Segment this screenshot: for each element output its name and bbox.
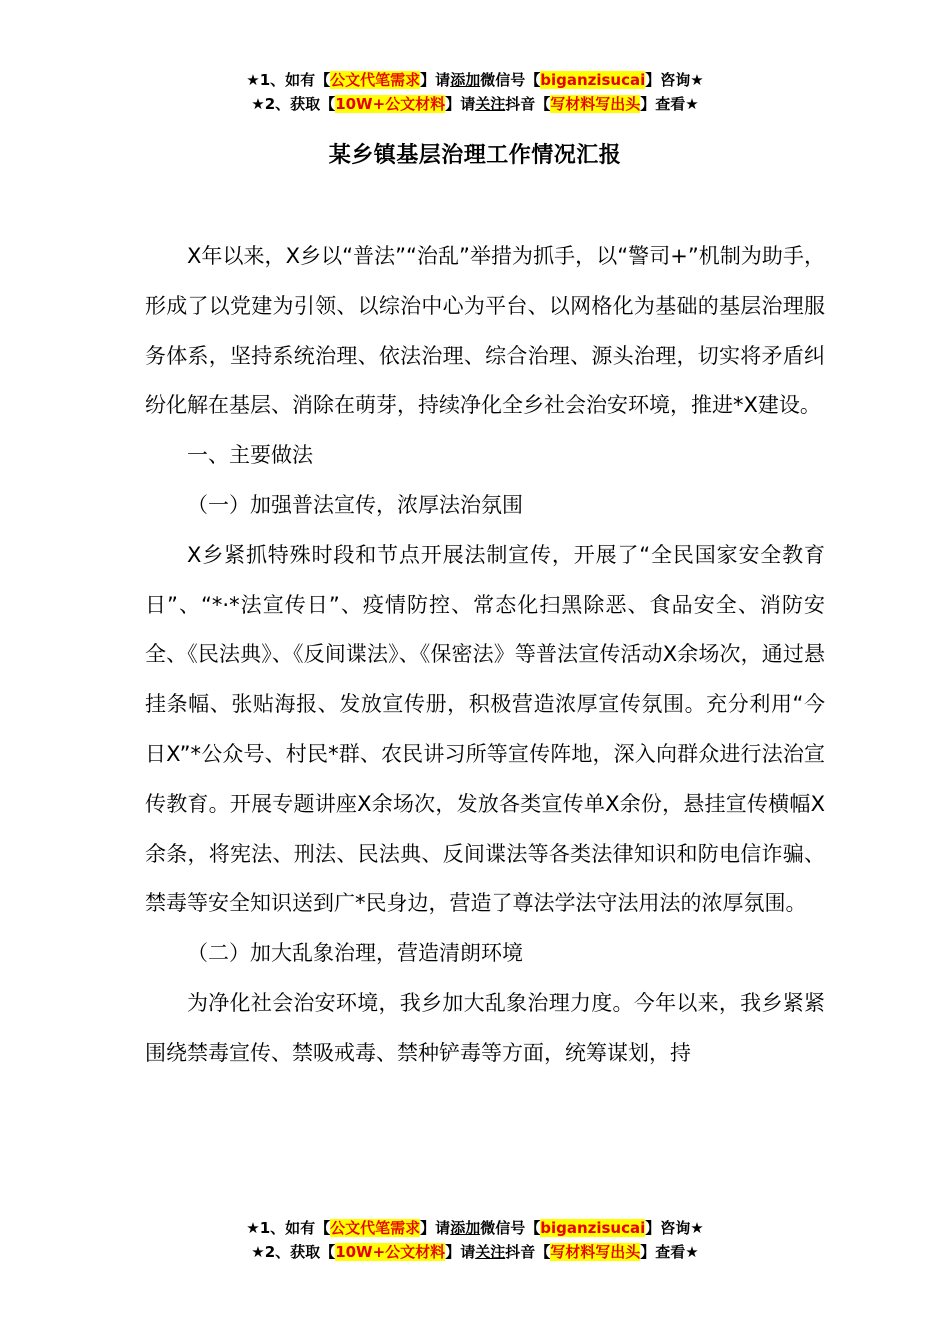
subsection-heading: （二）加大乱象治理，营造清朗环境 xyxy=(187,941,523,966)
section-heading: 一、主要做法 xyxy=(187,443,313,468)
banner-text: 】请 xyxy=(445,1243,476,1261)
header-banner xyxy=(0,68,950,116)
banner-text: 微信号【 xyxy=(480,1219,541,1237)
highlight-wechat-id: biganzisucai xyxy=(540,71,646,89)
banner-text: ★2、获取【 xyxy=(251,1243,336,1261)
highlight-wechat-id: biganzisucai xyxy=(540,1219,646,1237)
banner-line-1 xyxy=(0,68,950,92)
highlight-service: 公文代笔需求 xyxy=(330,1219,421,1237)
banner-text: 抖音【 xyxy=(505,1243,551,1261)
footer-banner xyxy=(0,1216,950,1264)
banner-text: 】请 xyxy=(420,1219,451,1237)
body-paragraph: 为净化社会治安环境，我乡加大乱象治理力度。今年以来，我乡紧紧围绕禁毒宣传、禁吸戒毒、禁种铲毒等方面，统筹谋划，持 xyxy=(145,990,825,1065)
underlined-text: 关注 xyxy=(475,95,506,113)
banner-text: ★1、如有【 xyxy=(246,1219,331,1237)
highlight-materials: 10W+公文材料 xyxy=(335,1243,446,1261)
banner-text: 】请 xyxy=(420,71,451,89)
highlight-douyin: 写材料写出头 xyxy=(550,1243,641,1261)
banner-line-2 xyxy=(0,1240,950,1264)
highlight-service: 公文代笔需求 xyxy=(330,71,421,89)
underlined-text: 关注 xyxy=(475,1243,506,1261)
banner-text: 】咨询★ xyxy=(645,71,704,89)
body-paragraph: X乡紧抓特殊时段和节点开展法制宣传，开展了“全民国家安全教育日”、“*·*法宣传日”、疫情防控、常态化扫黑除恶、食品安全、消防安全、《民法典》、《反间谍法》、《保密法》等普法宣传活动X余场次，通过悬挂条幅、张贴海报、发放宣传册，积极营造浓厚宣传氛围。充分利用“今日X”*公众号、村民*群、农民讲习所等宣传阵地，深入向群众进行法治宣传教育。开展专题讲座X余场次，发放各类宣传单X余份，悬挂宣传横幅X余条，将宪法、刑法、民法典、反间谍法等各类法律知识和防电信诈骗、禁毒等安全知识送到广*民身边，营造了尊法学法守法用法的浓厚氛围。 xyxy=(145,542,825,916)
banner-text: ★1、如有【 xyxy=(246,71,331,89)
underlined-text: 添加 xyxy=(450,71,481,89)
banner-text: 】查看★ xyxy=(640,1243,699,1261)
banner-line-2 xyxy=(0,92,950,116)
underlined-text: 添加 xyxy=(450,1219,481,1237)
banner-text: 微信号【 xyxy=(480,71,541,89)
highlight-douyin: 写材料写出头 xyxy=(550,95,641,113)
banner-text: 】查看★ xyxy=(640,95,699,113)
banner-text: 】请 xyxy=(445,95,476,113)
intro-paragraph: X年以来，X乡以“普法”“治乱”举措为抓手，以“警司+”机制为助手，形成了以党建为引领、以综治中心为平台、以网格化为基础的基层治理服务体系，坚持系统治理、依法治理、综合治理、源头治理，切实将矛盾纠纷化解在基层、消除在萌芽，持续净化全乡社会治安环境，推进*X建设。 xyxy=(145,244,825,418)
document-body xyxy=(145,232,825,1079)
banner-text: 】咨询★ xyxy=(645,1219,704,1237)
document-title: 某乡镇基层治理工作情况汇报 xyxy=(328,143,622,168)
banner-text: 抖音【 xyxy=(505,95,551,113)
highlight-materials: 10W+公文材料 xyxy=(335,95,446,113)
subsection-heading: （一）加强普法宣传，浓厚法治氛围 xyxy=(187,492,523,517)
banner-text: ★2、获取【 xyxy=(251,95,336,113)
banner-line-1 xyxy=(0,1216,950,1240)
